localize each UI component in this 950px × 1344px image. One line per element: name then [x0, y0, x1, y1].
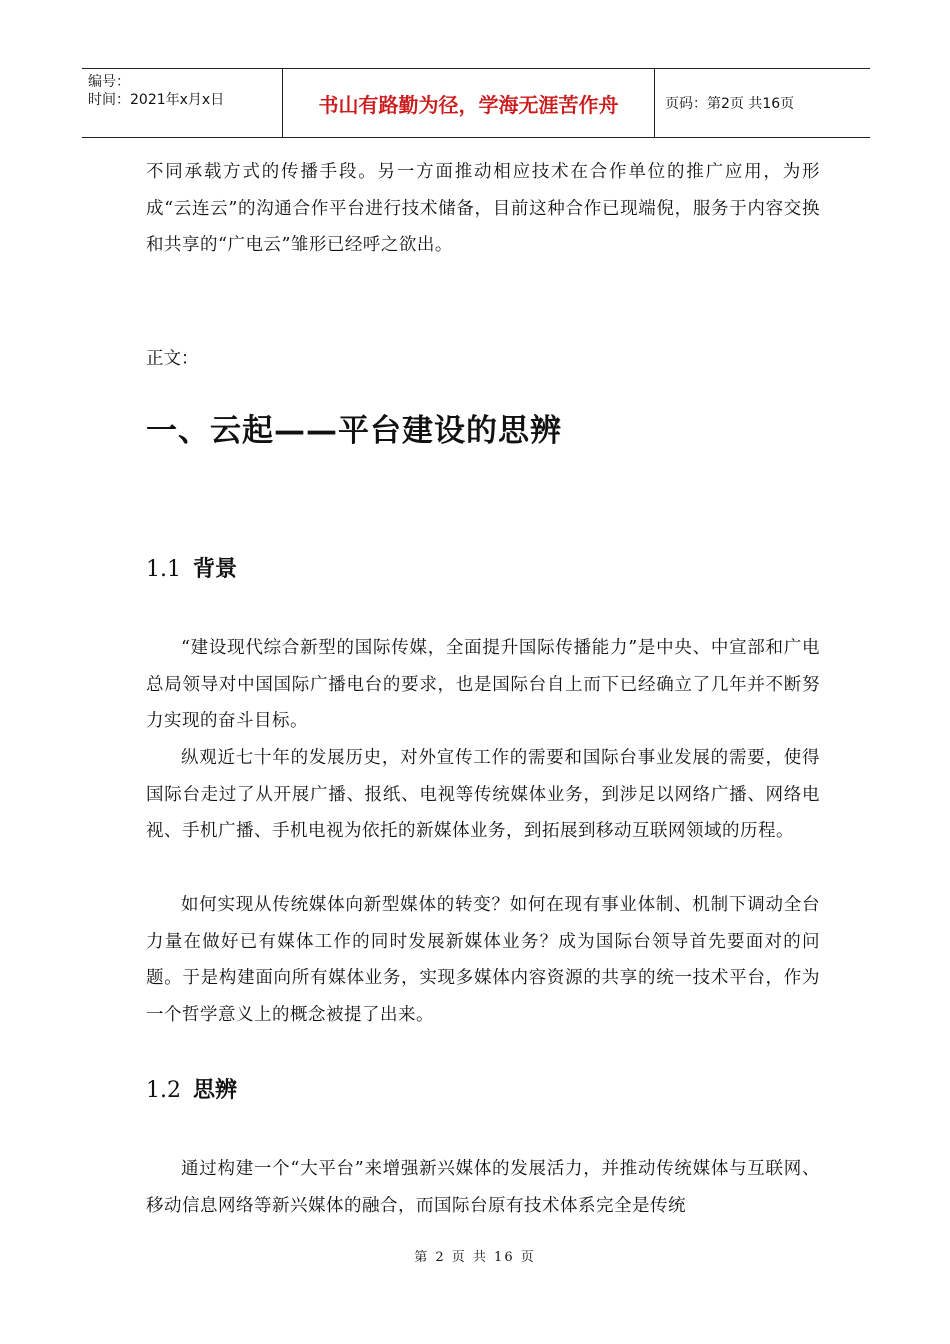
header-page-info: 页码：第2页 共16页: [665, 96, 795, 112]
paragraph: 纵观近七十年的发展历史，对外宣传工作的需要和国际台事业发展的需要，使得国际台走过了从开展广播、报纸、电视等传统媒体业务，到涉足以网络广播、网络电视、手机广播、手机电视为依托的新媒体业务，到拓展到移动互联网领域的历程。: [146, 748, 820, 841]
header-motto: 书山有路勤为径，学海无涯苦作舟: [282, 69, 655, 137]
section-number: 1.1: [146, 557, 181, 582]
paragraph: 通过构建一个“大平台”来增强新兴媒体的发展活力，并推动传统媒体与互联网、移动信息网络等新兴媒体的融合，而国际台原有技术体系完全是传统: [146, 1159, 820, 1216]
body-label: 正文：: [146, 349, 199, 369]
paragraph: 如何实现从传统媒体向新型媒体的转变？如何在现有事业体制、机制下调动全台力量在做好已有媒体工作的同时发展新媒体业务？成为国际台领导首先要面对的问题。于是构建面向所有媒体业务，实现多媒体内容资源的共享的统一技术平台，作为一个哲学意义上的概念被提了出来。: [146, 895, 820, 1025]
section-heading-1-2: [146, 1073, 237, 1104]
section-number: 1.2: [146, 1078, 181, 1103]
header-meta: [82, 69, 282, 137]
page-footer: 第 2 页 共 16 页: [414, 1250, 536, 1265]
time-label: 时间：2021年x月x日: [88, 92, 225, 108]
page-header: [82, 68, 870, 138]
section-title: 背景: [193, 557, 238, 582]
section-heading-1-1: [146, 552, 237, 583]
intro-paragraph: 不同承载方式的传播手段。另一方面推动相应技术在合作单位的推广应用，为形成“云连云”的沟通合作平台进行技术储备，目前这种合作已现端倪，服务于内容交换和共享的“广电云”雏形已经呼之欲出。: [146, 162, 820, 255]
number-label: 编号：: [88, 74, 130, 90]
paragraph: “建设现代综合新型的国际传媒，全面提升国际传播能力”是中央、中宣部和广电总局领导对中国国际广播电台的要求，也是国际台自上而下已经确立了几年并不断努力实现的奋斗目标。: [146, 638, 820, 731]
section-title: 思辨: [193, 1078, 238, 1103]
chapter-title: 一、云起——平台建设的思辨: [146, 413, 562, 449]
